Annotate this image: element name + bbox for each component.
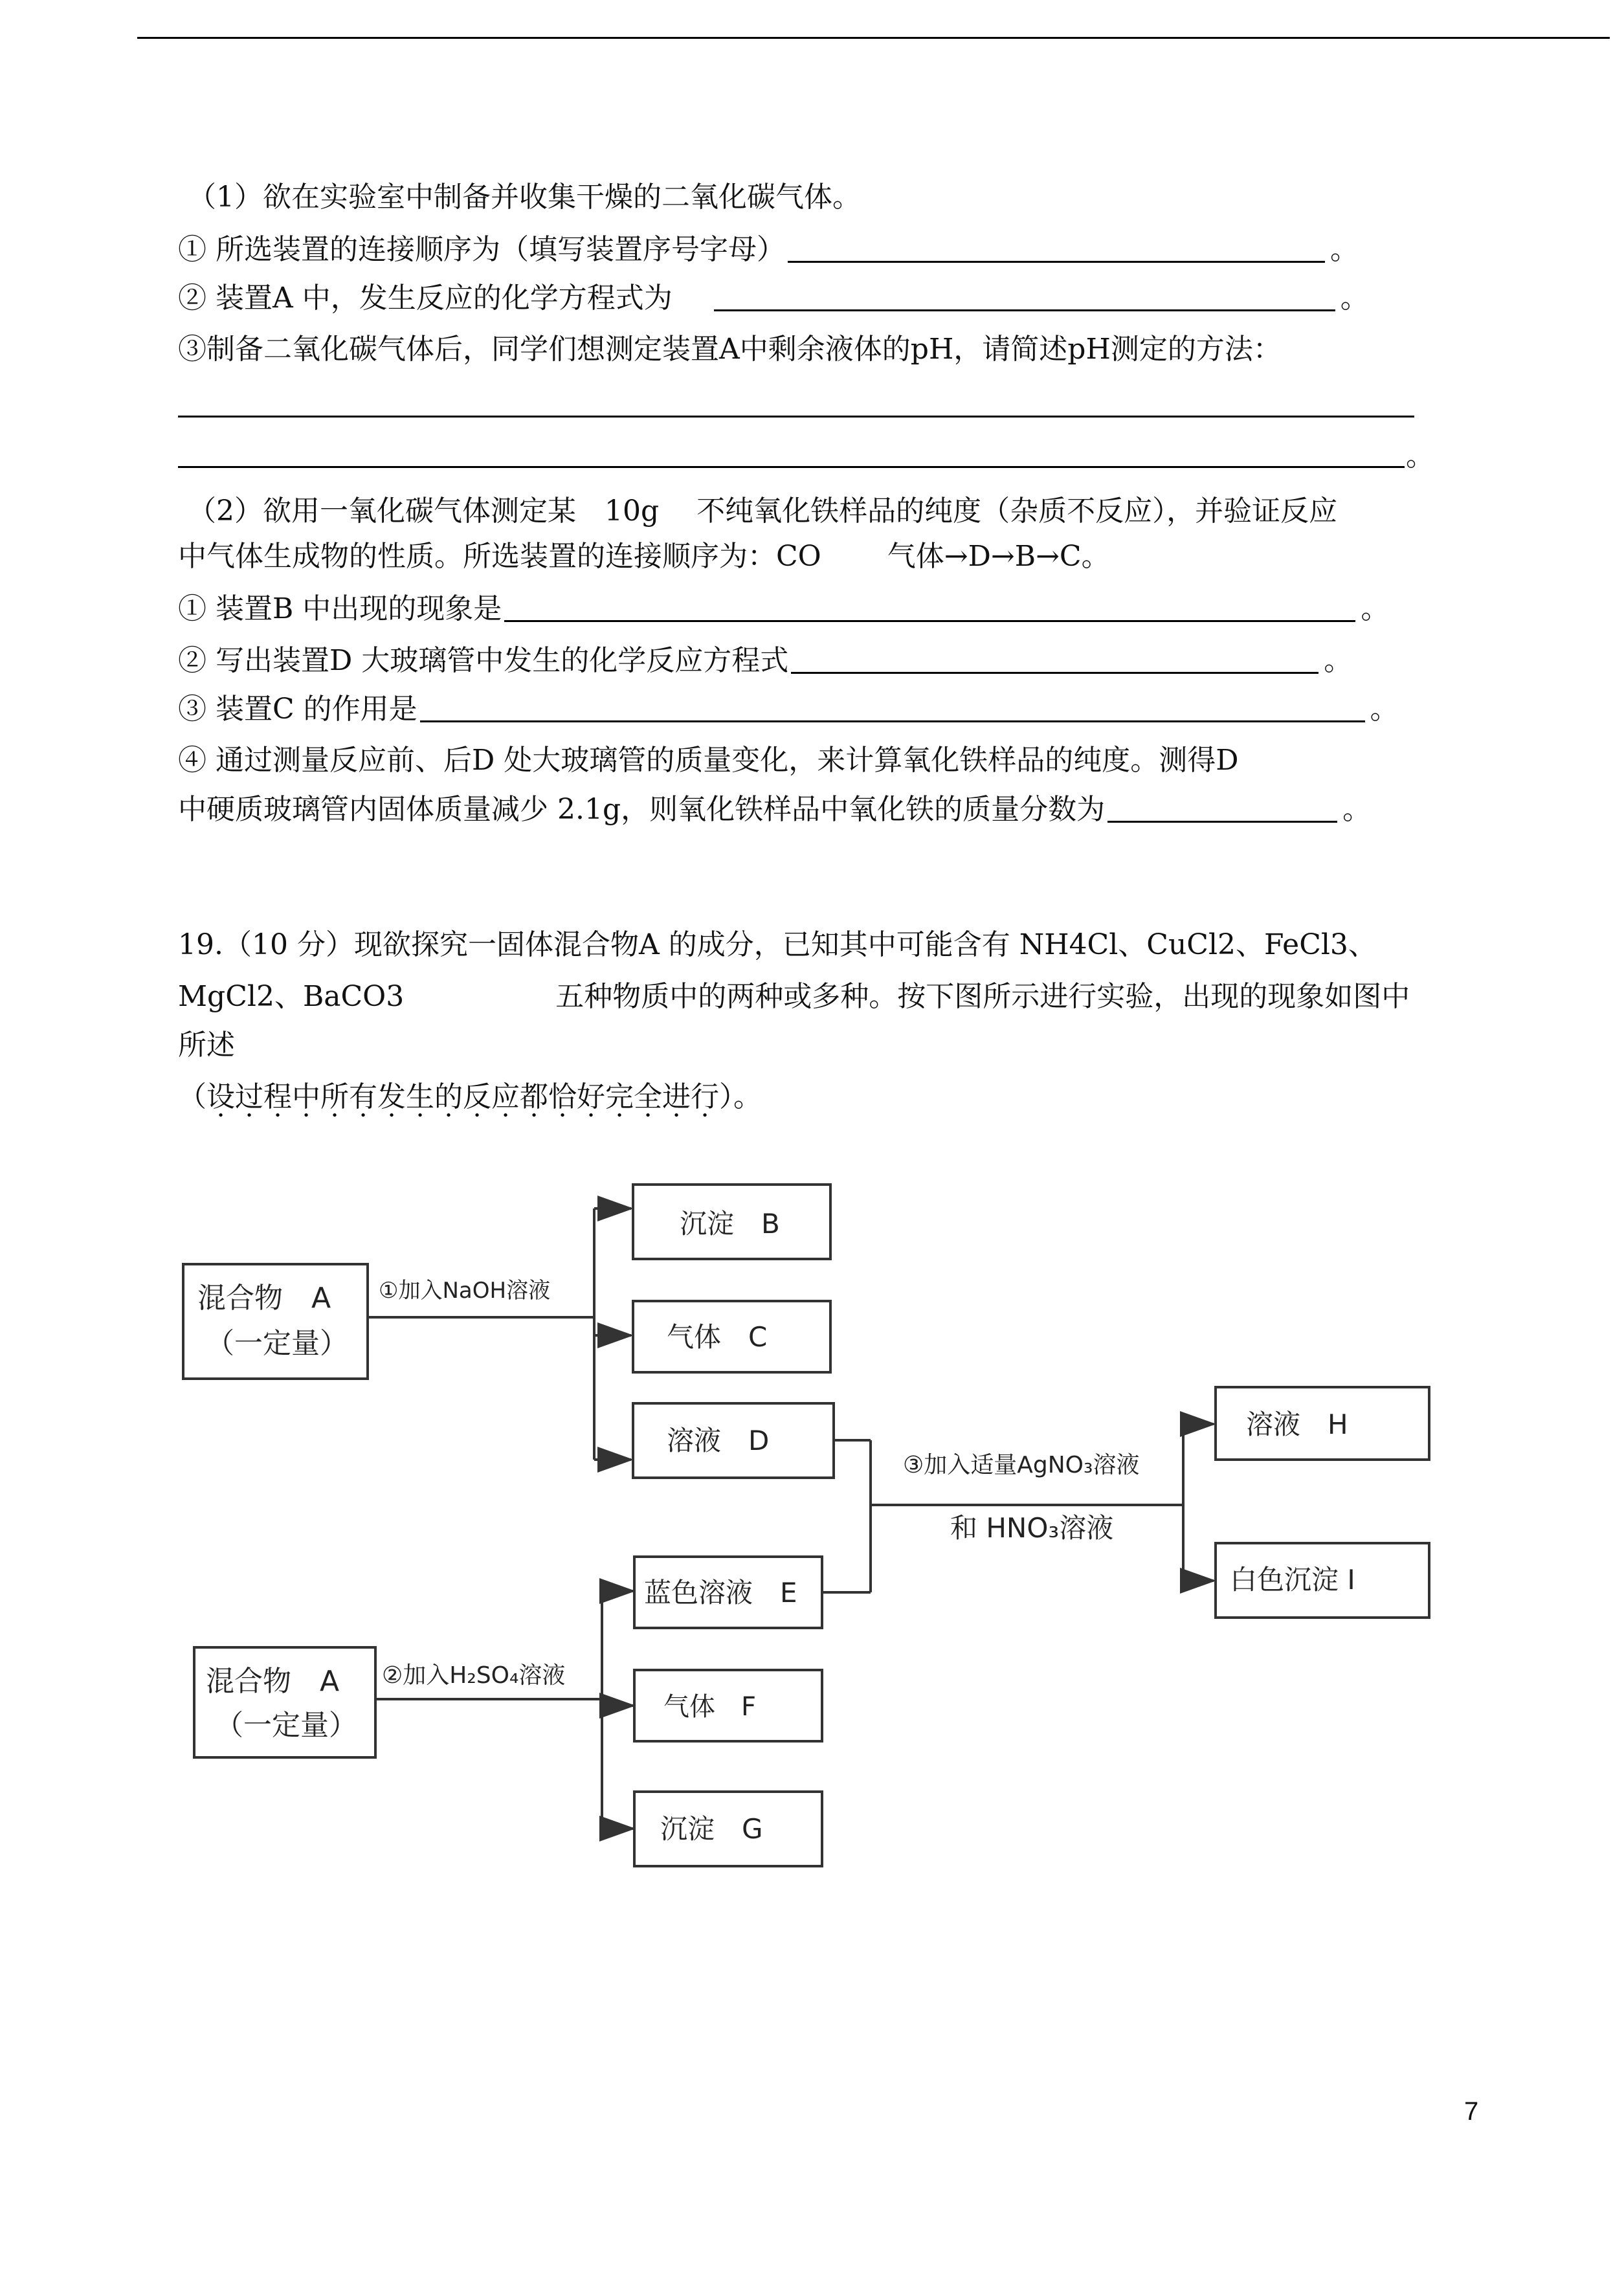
emphasized-char: 程 [263,1080,292,1113]
emphasized-char: 过 [235,1080,263,1113]
box-i-label: 白色沉淀 I [1230,1564,1355,1596]
mixture-a-label: 混合物 A [206,1665,340,1698]
question-text: ① 所选装置的连接顺序为（填写装置序号字母） [178,233,785,266]
emphasized-char: 所 [320,1080,349,1113]
emphasized-char: 都 [520,1080,548,1113]
box-b-label: 沉淀 B [680,1208,780,1240]
page-number: 7 [1464,2097,1479,2126]
question-text: ① 装置B 中出现的现象是 [178,592,502,625]
q18-part2-line-2: 中气体生成物的性质。所选装置的连接顺序为：CO 气体→D→B→C。 [178,540,1110,573]
emphasized-char: 进 [662,1080,691,1113]
q18-part1-intro: （1）欲在实验室中制备并收集干燥的二氧化碳气体。 [188,181,861,214]
emphasized-char: 应 [491,1080,520,1113]
emphasized-char: 好 [577,1080,605,1113]
emphasized-char: 设 [206,1080,235,1113]
emphasized-char: 全 [634,1080,662,1113]
emphasized-char: 行 [691,1080,719,1113]
emphasized-char: 中 [292,1080,320,1113]
period: 。 [1329,233,1359,266]
mixture-a-amount: （一定量） [215,1709,357,1742]
paren-close: ）。 [719,1080,762,1113]
emphasized-char: 的 [434,1080,463,1113]
q18-part2-line-1: （2）欲用一氧化碳气体测定某 10g 不纯氧化铁样品的纯度（杂质不反应），并验证反应 [188,495,1338,528]
mixture-a-label: 混合物 A [197,1282,331,1315]
question-text: ② 装置A 中，发生反应的化学方程式为 [178,282,673,315]
emphasized-char: 生 [406,1080,434,1113]
box-c-label: 气体 C [667,1321,768,1353]
box-f-label: 气体 F [663,1692,757,1722]
q19-line-2: MgCl2、BaCO3 五种物质中的两种或多种。按下图所示进行实验，出现的现象如图中 [178,980,1410,1013]
step3-label-line-2: 和 HNO₃溶液 [950,1512,1114,1544]
step3-label-line-1: ③加入适量AgNO₃溶液 [903,1452,1140,1478]
q19-line-3: 所述 [178,1029,235,1062]
question-text: 中硬质玻璃管内固体质量减少 2.1g，则氧化铁样品中氧化铁的质量分数为 [178,793,1106,826]
q19-line-1: 19.（10 分）现欲探究一固体混合物A 的成分，已知其中可能含有 NH4Cl、CuCl2、FeCl3、 [178,928,1377,961]
box-d-label: 溶液 D [667,1425,770,1456]
period: 。 [1342,793,1372,826]
step2-label: ②加入H₂SO₄溶液 [382,1662,566,1689]
period: 。 [1406,440,1434,473]
emphasized-char: 反 [463,1080,491,1113]
question-text: ③ 装置C 的作用是 [178,693,417,726]
question-text: ② 写出装置D 大玻璃管中发生的化学反应方程式 [178,644,789,677]
paren-open: （ [178,1080,206,1113]
step1-label: ①加入NaOH溶液 [379,1278,551,1304]
mixture-a-amount: （一定量） [206,1327,348,1360]
emphasized-char: 有 [349,1080,377,1113]
period: 。 [1340,282,1369,315]
q18-part2-question-4-line-1: ④ 通过测量反应前、后D 处大玻璃管的质量变化，来计算氧化铁样品的纯度。测得D [178,744,1239,777]
box-h-label: 溶液 H [1246,1409,1348,1440]
q18-part1-question-3: ③制备二氧化碳气体后，同学们想测定装置A中剩余液体的pH，请简述pH测定的方法： [178,333,1282,366]
emphasized-char: 发 [377,1080,406,1113]
emphasized-char: 恰 [548,1080,577,1113]
period: 。 [1324,644,1353,677]
period: 。 [1370,693,1399,726]
period: 。 [1361,592,1390,625]
box-g-label: 沉淀 G [660,1813,763,1845]
emphasized-char: 完 [605,1080,634,1113]
box-e-label: 蓝色溶液 E [644,1577,797,1609]
